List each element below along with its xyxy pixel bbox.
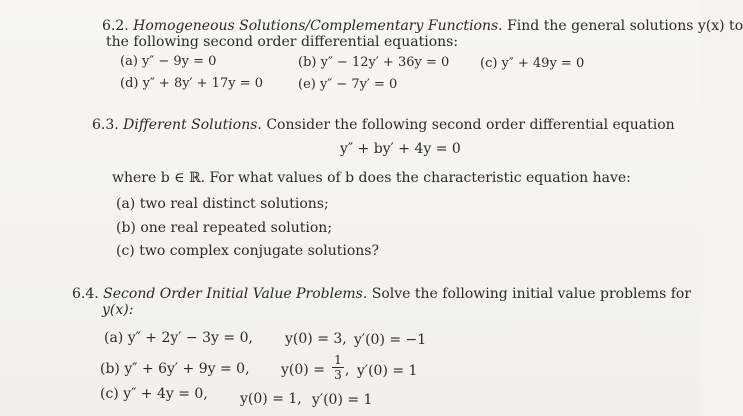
- problem-6-4-heading: [72, 286, 691, 302]
- problem-6-4-part-b-equation: (b) y″ + 6y′ + 9y = 0,: [100, 361, 250, 377]
- problem-6-4-part-b-condition-2: y′(0) = 1: [357, 363, 418, 379]
- problem-6-3-heading: [92, 117, 675, 133]
- problem-6-4-text-line2: y(x):: [102, 302, 134, 318]
- problem-6-4-part-a-condition-1: y(0) = 3,: [285, 331, 347, 347]
- problem-6-3-part-b: (b) one real repeated solution;: [116, 220, 333, 236]
- problem-6-2-part-b: (b) y″ − 12y′ + 36y = 0: [298, 55, 450, 70]
- problem-6-3-text: Consider the following second order differential equation: [266, 117, 675, 133]
- problem-6-4-part-c-condition-1: y(0) = 1,: [240, 391, 302, 407]
- problem-6-4-title: Second Order Initial Value Problems.: [103, 286, 368, 302]
- problem-6-2-part-e: (e) y″ − 7y′ = 0: [298, 77, 398, 92]
- problem-6-3-equation: y″ + by′ + 4y = 0: [340, 141, 461, 157]
- fraction-denominator: 3: [334, 368, 342, 382]
- problem-6-3-part-a: (a) two real distinct solutions;: [116, 196, 329, 212]
- problem-6-2-part-d: (d) y″ + 8y′ + 17y = 0: [120, 76, 263, 91]
- problem-6-4-part-a-condition-2: y′(0) = −1: [354, 332, 427, 348]
- problem-6-4-text: Solve the following initial value problems for: [371, 286, 692, 302]
- problem-6-2-text-line2: the following second order differential equations:: [106, 34, 459, 50]
- problem-6-4-part-c-condition-2: y′(0) = 1: [312, 392, 373, 408]
- problem-6-2-title: Homogeneous Solutions/Complementary Functions.: [133, 18, 503, 34]
- fraction-numerator: 1: [334, 353, 342, 367]
- problem-6-3-part-c: (c) two complex conjugate solutions?: [116, 243, 379, 259]
- problem-6-4-part-a-equation: (a) y″ + 2y′ − 3y = 0,: [104, 330, 253, 346]
- problem-6-2-heading: [102, 18, 743, 34]
- problem-6-3-number: 6.3.: [92, 117, 119, 133]
- problem-6-4-part-b-condition-1-lhs: y(0) =: [281, 362, 325, 378]
- problem-6-4-part-b-fraction: [332, 354, 344, 381]
- problem-6-4-part-c-equation: (c) y″ + 4y = 0,: [100, 386, 208, 402]
- problem-6-4-number: 6.4.: [72, 286, 99, 302]
- problem-6-2-text: Find the general solutions y(x) to: [507, 18, 743, 34]
- problem-6-2-part-c: (c) y″ + 49y = 0: [480, 56, 585, 71]
- problem-6-4-part-b-comma: ,: [345, 362, 350, 378]
- problem-6-3-title: Different Solutions.: [123, 117, 262, 133]
- problem-6-2-part-a: (a) y″ − 9y = 0: [120, 54, 217, 69]
- problem-6-3-question: where b ∈ ℝ. For what values of b does the characteristic equation have:: [112, 170, 631, 186]
- problem-6-2-number: 6.2.: [102, 18, 129, 34]
